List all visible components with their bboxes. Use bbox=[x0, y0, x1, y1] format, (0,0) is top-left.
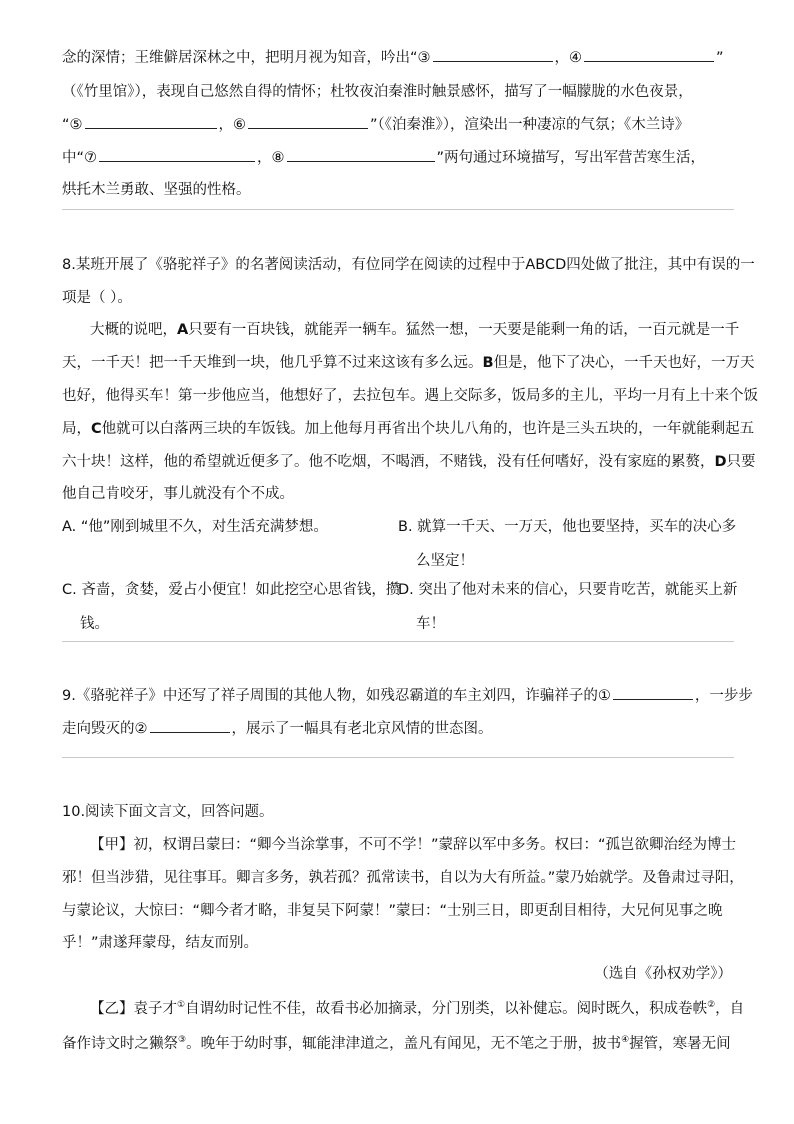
q10-yi-line-2: 备作诗文时之獭祭③。晚年于幼时事，辄能津津道之，盖凡有闻见，无不笔之于册，披书④握管，寒暑无间 bbox=[62, 1035, 731, 1052]
marker-d: D bbox=[714, 454, 727, 470]
q7-line-1: 念的深情；王维僻居深林之中，把明月视为知音，吟出“③ ，④ ” bbox=[62, 46, 724, 67]
q7-line-3: “⑤ ，⑥ ”（《泊秦淮》），渲染出一种凄凉的气氛；《木兰诗》 bbox=[62, 113, 689, 134]
blank-6[interactable] bbox=[248, 114, 368, 129]
divider bbox=[62, 757, 734, 758]
marker-a: A bbox=[177, 322, 189, 338]
divider bbox=[62, 641, 734, 642]
blank-9-1[interactable] bbox=[613, 685, 693, 700]
option-b[interactable]: B. 就算一千天、一万天，他也要坚持，买车的决心多 么坚定！ bbox=[398, 519, 737, 569]
q9-line-1: 9.《骆驼祥子》中还写了祥子周围的其他人物，如残忍霸道的车主刘四，诈骗祥子的① ，一步步 bbox=[62, 684, 753, 705]
q10-jia-line-3: 与蒙论议，大惊曰：“卿今者才略，非复吴下阿蒙！”蒙曰：“士别三日，即更刮目相待，大兄何见事之晚 bbox=[62, 903, 723, 919]
q10-jia-line-2: 邪！但当涉猎，见往事耳。卿言多务，孰若孤？孤常读书，自以为大有所益。”蒙乃始就学。及鲁肃过寻阳， bbox=[62, 870, 744, 886]
q8-passage-line-5: 六十块！这样，他的希望就近便多了。他不吃烟，不喝酒，不赌钱，没有任何嗜好，没有家庭的累赘，D只要 bbox=[62, 454, 756, 470]
blank-4[interactable] bbox=[584, 47, 714, 62]
q7-line-2: （《竹里馆》），表现自己悠然自得的情怀；杜牧夜泊秦淮时触景感怀，描写了一幅朦胧的水色夜景， bbox=[62, 84, 693, 100]
q10-title: 10.阅读下面文言文，回答问题。 bbox=[62, 804, 274, 820]
option-d[interactable]: D. 突出了他对未来的信心，只要肯吃苦，就能买上新 车！ bbox=[398, 582, 738, 632]
q8-passage-line-4: 局，C他就可以白落两三块的车饭钱。加上他每月再省出个块儿八角的，也许是三头五块的，一年就能剩起五 bbox=[62, 421, 755, 437]
blank-9-2[interactable] bbox=[150, 718, 230, 733]
q8-stem-line-2: 项是（ ）。 bbox=[62, 290, 132, 306]
q8-passage-line-1: 大概的说吧，A只要有一百块钱，就能弄一辆车。猛然一想，一天要是能剩一角的话，一百元就是一千 bbox=[90, 322, 740, 338]
marker-c: C bbox=[91, 421, 102, 437]
blank-5[interactable] bbox=[85, 114, 217, 129]
divider bbox=[62, 209, 734, 210]
blank-8[interactable] bbox=[287, 147, 435, 162]
option-c[interactable]: C. 吝啬，贪婪，爱占小便宜！如此挖空心思省钱，攒 钱。 bbox=[62, 582, 401, 632]
q7-line-5: 烘托木兰勇敢、坚强的性格。 bbox=[62, 182, 251, 198]
q8-stem-line-1: 8.某班开展了《骆驼祥子》的名著阅读活动，有位同学在阅读的过程中于ABCD四处做了批注，其中有误的一 bbox=[62, 257, 755, 273]
q8-passage-line-6: 他自己肯咬牙，事儿就没有个不成。 bbox=[62, 486, 294, 502]
option-a[interactable]: A. “他”刚到城里不久，对生活充满梦想。 bbox=[62, 519, 328, 535]
q10-jia-line-1: 【甲】初，权谓吕蒙曰：“卿今当涂掌事，不可不学！”蒙辞以军中多务。权曰：“孤岂欲卿治经为博士 bbox=[90, 837, 737, 853]
q9-line-2: 走向毁灭的② ，展示了一幅具有老北京风情的世态图。 bbox=[62, 717, 493, 738]
q10-yi-line-1: 【乙】袁子才①自谓幼时记性不佳，故看书必加摘录，分门别类，以补健忘。阅时既久，积成卷帙②，自 bbox=[90, 1000, 745, 1017]
q7-line-4: 中“⑦ ，⑧ ”两句通过环境描写，写出军营苦寒生活， bbox=[62, 146, 705, 167]
q10-source: （选自《孙权劝学》） bbox=[594, 966, 732, 982]
q10-jia-line-4: 乎！”肃遂拜蒙母，结友而别。 bbox=[62, 935, 259, 951]
q8-passage-line-3: 也好，他得买车！第一步他应当，他想好了，去拉包车。遇上交际多，饭局多的主儿，平均一月有上十来个饭 bbox=[62, 388, 758, 404]
blank-3[interactable] bbox=[433, 47, 553, 62]
marker-b: B bbox=[482, 355, 494, 371]
q8-passage-line-2: 天，一千天！把一千天堆到一块，他几乎算不过来这该有多么远。B但是，他下了决心，一千天也好，一万天 bbox=[62, 355, 755, 371]
blank-7[interactable] bbox=[99, 147, 255, 162]
